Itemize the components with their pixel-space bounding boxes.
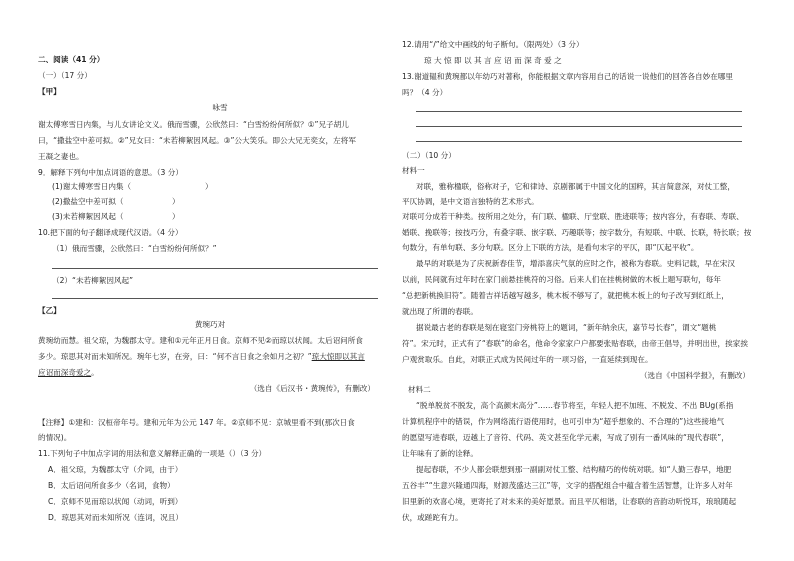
question-9-item-2-close: ）	[172, 197, 180, 206]
answer-line	[416, 141, 742, 142]
material-two-line-8: 伏，或蹉跎有力。	[402, 513, 463, 522]
question-13-line-2: 吗？（4 分）	[402, 88, 448, 97]
passage-jia-line-3: 王凝之妻也。	[38, 152, 84, 161]
material-two-line-1: “脱单脱贫不脱发，高个高颜末高分”……春节将至，年轻人把不加班、不脱发、不出 BUg(系指	[416, 401, 734, 410]
passage-yi-line-2-text: 多少。琼思其对而未知所况。琬年七岁，在旁，曰：“何不言日食之余如月之初？”	[38, 352, 312, 361]
material-two-line-4: 让年味有了新的诠释。	[402, 449, 478, 458]
material-one-label: 材料一	[402, 166, 425, 175]
question-9-item-1: (1)谢太傅寒雪日内集（	[52, 182, 132, 191]
underlined-sentence-part-2: 应诏而深奇爱之	[38, 368, 92, 377]
material-one-line-9: 就出现了所谓的春联。	[402, 307, 478, 316]
question-9: 9．解释下列句中加点词语的意思。（3 分）	[38, 168, 183, 177]
question-9-item-1-close: ）	[205, 182, 213, 191]
question-12-sentence: 琼 大 惊 即 以 其 言 应 诏 而 深 奇 爱 之	[424, 56, 562, 65]
passage-jia-line-2: 曰，“撒盐空中差可拟。②”兄女曰：“未若柳絮因风起。③”公大笑乐。即公大兄无奕女，左将军	[38, 136, 356, 145]
material-one-line-5: 句数分，有单句联、多分句联。区分上下联的方法，是看句末字的平仄，即“仄起平收”。	[402, 243, 699, 252]
part-one-heading: （一）（17 分）	[38, 71, 92, 80]
material-two-line-6: 五谷丰”“生意兴隆通四海，财源茂盛达三江”等，文字的搭配组合中蕴含着生活智慧，让许多人对年	[402, 481, 733, 490]
part-two-heading: （二）（10 分）	[402, 151, 456, 160]
underlined-sentence-part-1: 琼大惊即以其言	[311, 352, 365, 361]
material-one-source: （选自《中国科学报》，有删改）	[639, 371, 750, 380]
material-one-line-12: 户观赏取乐。自此，对联正式成为民间过年的一项习俗，一直延续到现在。	[402, 355, 653, 364]
passage-yi-source: （选自《后汉书・黄琬传》，有删改）	[249, 384, 375, 393]
annotation-line-1: 【注释】①建和：汉桓帝年号。建和元年为公元 147 年。②京师不见：京城里看不到(那次日食	[38, 418, 355, 427]
answer-line	[52, 268, 378, 269]
question-11: 11.下列句子中加点字词的用法和意义解释正确的一项是（）（3 分）	[38, 449, 267, 458]
question-9-item-3-close: ）	[172, 212, 180, 221]
material-two-label: 材料二	[408, 385, 431, 394]
passage-yi-line-2	[38, 352, 365, 362]
passage-jia-line-1: 谢太傅寒雪日内集，与儿女讲论文义。俄而雪骤，公欣然曰：“白雪纷纷何所似？①”兄子胡儿	[38, 120, 349, 129]
question-10-item-2: （2）“未若柳絮因风起”	[52, 276, 134, 285]
poem-title: 咏雪	[212, 103, 228, 112]
material-one-line-10: 据说最古老的春联是刻在寝室门旁桃符上的题词，“新年纳余庆，嘉节号长春”，谓文“题桃	[416, 323, 717, 332]
question-11-option-b: B．太后诏问所食多少（名词，食物）	[48, 481, 175, 490]
passage-jia-label: 【甲】	[38, 87, 61, 96]
question-9-item-3: (3)未若柳絮因风起（	[52, 212, 124, 221]
material-one-line-7: 以前，民间就有过年时在家门前悬挂桃符的习俗。后来人们在挂桃树做的木板上题写联句，每年	[402, 275, 721, 284]
answer-line	[416, 111, 742, 112]
question-11-option-a: A．祖父琼，为魏郡太守（介词，由于）	[48, 465, 183, 474]
question-9-item-2: (2)撒盐空中差可拟（	[52, 197, 124, 206]
material-one-line-3: 对联可分成若干种类。按所用之处分，有门联、楹联、厅堂联、胜迹联等；按内容分，有春联、寿联、	[402, 212, 744, 221]
material-one-line-1: 对联，雅称楹联，俗称对子，它和律诗、京剧都属于中国文化的国粹，其言简意深，对仗工整，	[416, 182, 735, 191]
passage-yi-title: 黄琬巧对	[194, 320, 226, 329]
annotation-line-2: 的情况)。	[38, 433, 72, 442]
material-one-line-6: 最早的对联是为了庆祝新春佳节，增添喜庆气氛的应时之作，被称为春联。史料记载，早在宋汉	[416, 259, 735, 268]
material-two-line-5: 提起春联，不少人都会联想到那一副副对仗工整、结构精巧的传统对联。如“人勤三春早，地肥	[416, 465, 732, 474]
question-13-line-1: 13.谢道韫和黄琬都以年幼巧对著称，你能根据文章内容用自己的话说一说他们的回答各自妙在哪里	[402, 72, 734, 81]
answer-line	[52, 298, 378, 299]
material-two-line-2: 计算机程序中的错误，作为网络流行语使用时，也可引申为“超乎想象的、不合理的”)这些接地气	[402, 417, 725, 426]
passage-yi-line-3	[38, 368, 99, 378]
material-two-line-3: 的愿望写进春联，迈越上了音符、代码、英文甚至化学元素，写成了别有一番风味的“现代春联”，	[402, 433, 729, 442]
question-12: 12.请用“/”给文中画线的句子断句。（限两处）（3 分）	[402, 40, 584, 49]
question-11-option-d: D．琼思其对而未知所况（连词，况且）	[48, 513, 183, 522]
passage-yi-line-1: 黄琬幼而慧。祖父琼，为魏郡太守。建和①元年正月日食。京师不见②而琼以状闻。太后诏问所食	[38, 336, 363, 345]
material-one-line-11: 符”。宋元时，正式有了“春联”的命名，他命令家家户户都要张贴春联，由帝王倡导，并明出世，挨家挨	[402, 339, 748, 348]
material-one-line-8: “总把新桃换旧符”。随着吉祥话越写越多，桃木板不够写了，就把桃木板上的句子改写到红纸上，	[402, 291, 729, 300]
material-one-line-2: 平仄协调，是中文语言独特的艺术形式。	[402, 197, 539, 206]
passage-yi-label: 【乙】	[38, 306, 61, 315]
section-title: 二、阅读（41 分）	[38, 55, 105, 64]
period: 。	[91, 368, 99, 377]
question-11-option-c: C．京师不见而琼以状闻（动词，听到）	[48, 497, 183, 506]
question-10: 10.把下面的句子翻译成现代汉语。（4 分）	[38, 228, 183, 237]
question-10-item-1: （1）俄而雪骤，公欣然曰：“白雪纷纷何所似？”	[52, 244, 217, 253]
material-one-line-4: 婚联、挽联等；按技巧分，有叠字联、嵌字联、巧趣联等；按字数分，有短联、中联、长联，特长联；按	[402, 228, 752, 237]
material-two-line-7: 旧里新的欢喜心境，更寄托了对未来的美好愿景。而且平仄相谐，让春联的音韵动听悦耳，琅琅随起	[402, 497, 737, 506]
answer-line	[416, 126, 742, 127]
